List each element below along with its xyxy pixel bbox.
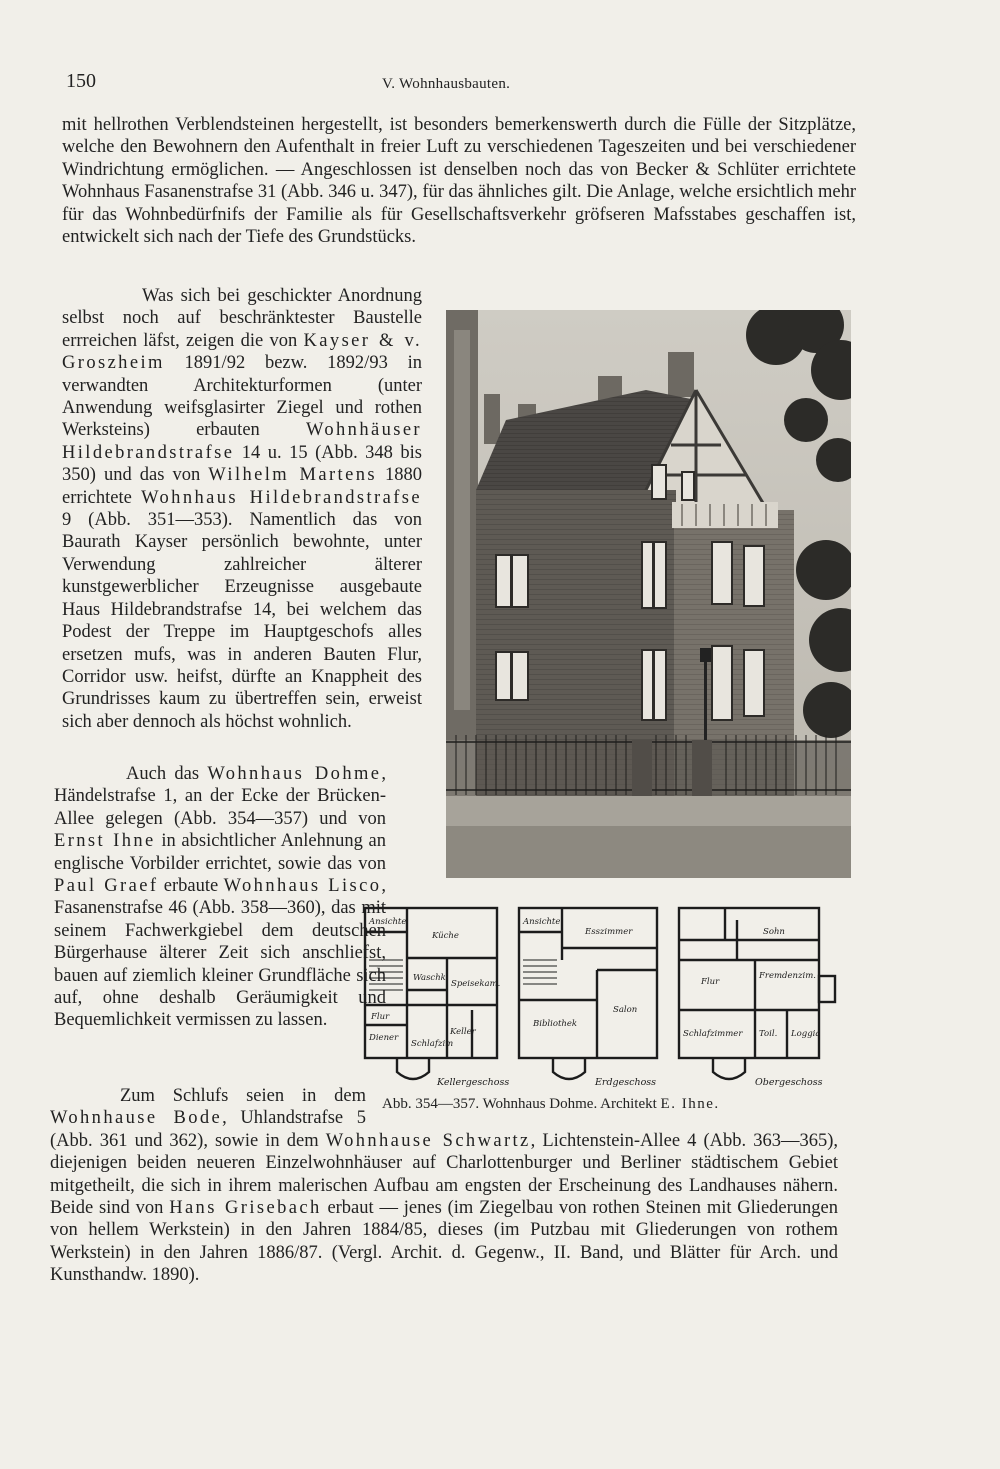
text-run: 9 (Abb. 351—353). Namentlich das von Baurath Kayser persönlich bewohnte, unter Verwendung zahlreicher älterer kunstgewerblicher Erzeugnisse ausgebaute Haus Hildebrandstrafse 14, bei welchem das Podest der Treppe im Hauptgeschofs alles ersetzen mufs, was in anderen Bauten Flur, Corridor usw. heifst, dürfte an Knappheit des Grundrisses kaum zu übertreffen sein, erweist sich aber dennoch als höchst wohnlich. [62,510,422,732]
page-number: 150 [66,70,96,92]
spaced-name: Wilhelm Martens [208,465,377,486]
figure-caption [382,1096,720,1113]
spaced-name: Paul Graef [54,876,159,897]
room-label: Esszimmer [585,927,633,937]
room-label: Ansichte [369,917,407,927]
room-label: Schlafzim [411,1039,454,1049]
text-run: erbaute [158,876,224,897]
room-label: Flur [371,1012,390,1022]
room-label: Sohn [763,927,785,937]
street [446,826,851,878]
text-run: , Uhlandstrafse 5 (Abb. 361 und 362), sowie in dem [50,1108,366,1151]
room-label: Ansichte [523,917,561,927]
text-run: 1880 errichtete [62,465,423,508]
spaced-name: Wohnhause Schwartz [325,1130,531,1151]
text-run: in absichtlicher Anlehnung an englische Vorbilder errichtet, sowie das von [54,831,386,874]
spaced-name: Wohnhause Bode [50,1108,223,1129]
running-head: V. Wohnhausbauten. [382,76,511,92]
text-run: 14 u. 15 (Abb. 348 bis 350) und das von [62,442,422,486]
text-run: erbaut — jenes (im Ziegelbau von rothen Steinen mit Gliederungen von hellem Werkstein) in den Jahren 1884/85, dieses (im Putzbau mit Gliederungen von rothem Werkstein) in den Jahren 1886/87. (Vergl. Archit. d. Gegenw., II. Band, und Blätter für Arch. und Kunsthandw. 1890). [50,1198,838,1286]
caption-architect: E. Ihne. [660,1096,720,1112]
caption-title: Wohnhaus Dohme. [482,1096,598,1112]
room-label: Flur [701,977,720,987]
room-label: Diener [369,1033,399,1043]
plan-keller [365,908,497,1079]
spaced-name: Wohnhaus Hildebrandstrafse [141,487,422,508]
text-run: , Fasanenstrafse 46 (Abb. 358—360), das mit seinem Fachwerkgiebel dem deutschen Bürgerhause älterer Zeit sich anschliefst, bauen auf ziemlich kleiner Grundfläche sich auf, ohne deshalb Geräumigkeit und Bequemlichkeit vermissen zu lassen. [54,876,387,1031]
sidewalk [446,796,851,826]
paragraph-1: mit hellrothen Verblendsteinen hergestellt, ist besonders bemerkenswerth durch die Fülle der Sitzplätze, welche den Bewohnern den Aufenthalt in freier Luft zu verschiedenen Tageszeiten und bei verschiedener Windrichtung ermöglichen. — Angeschlossen ist denselben noch das von Becker & Schlüter errichtete Wohnhaus Fasanenstrafse 31 (Abb. 346 u. 347), für das ähnliches gilt. Die Anlage, welche ersichtlich mehr für das Wohnbedürfnifs der Familie als für Gesellschaftsverkehr gröfseren Mafsstabes geschaffen ist, entwickelt sich nach der Tiefe des Grundstücks. [62,115,856,248]
room-label: Toil. [759,1029,778,1039]
text-run: , Lichtenstein-Allee 4 (Abb. 363—365), diejenigen beiden neueren Einzelwohnhäuser auf Charlottenburger und Berliner städtischem Gebiet mitgetheilt, die sich in ihrem malerischen Aufbau am engsten der Erscheinung des Landhauses nähern. Beide sind von [50,1130,838,1219]
room-label: Schlafzimmer [683,1029,743,1039]
room-label: Fremdenzim. [759,971,816,981]
room-label: Salon [613,1005,638,1015]
text-run: 1891/92 bezw. 1892/93 in verwandten Architekturformen (unter Anwendung weifsglasirter Ziegel und rothen Werksteins) erbauten [62,353,422,441]
room-label: Keller [450,1027,476,1037]
floor-plans [357,900,837,1090]
room-label: Waschk. [413,973,449,983]
spaced-name: Wohnhäuser Hildebrandstrafse [62,420,422,463]
caption-prefix: Abb. 354—357. [382,1096,480,1112]
room-label: Loggia [791,1029,821,1039]
text-run: Was sich bei geschickter Anordnung selbst noch auf beschränktester Baustelle errreichen läfst, zeigen die von [62,286,422,351]
room-label: Speisekam. [451,979,501,989]
text-run: , Händelstrafse 1, an der Ecke der Brücken-Allee gelegen (Abb. 354—357) und von [54,764,386,829]
text-run: Zum Schlufs seien in dem [120,1086,366,1106]
spaced-name: Kayser & v. Groszheim [62,330,422,374]
plan-title-obergeschoss: Obergeschoss [755,1077,823,1088]
spaced-name: Ernst Ihne [54,831,156,852]
paragraph-4 [50,1085,838,1287]
room-label: Bibliothek [533,1019,578,1029]
spaced-name: Wohnhaus Dohme [207,764,382,784]
room-label: Küche [432,931,459,941]
plan-title-keller: Kellergeschoss [437,1077,510,1088]
spaced-name: Wohnhaus Lisco [223,876,382,897]
paragraph-2 [62,285,422,733]
caption-architect-label: Architekt [600,1096,657,1112]
house-photo [446,310,851,878]
paragraph-3 [54,763,386,1032]
spaced-name: Hans Grisebach [169,1198,322,1219]
text-run: Auch das [126,764,208,784]
plan-title-erdgeschoss: Erdgeschoss [595,1077,657,1088]
plan-obergeschoss [679,908,835,1079]
